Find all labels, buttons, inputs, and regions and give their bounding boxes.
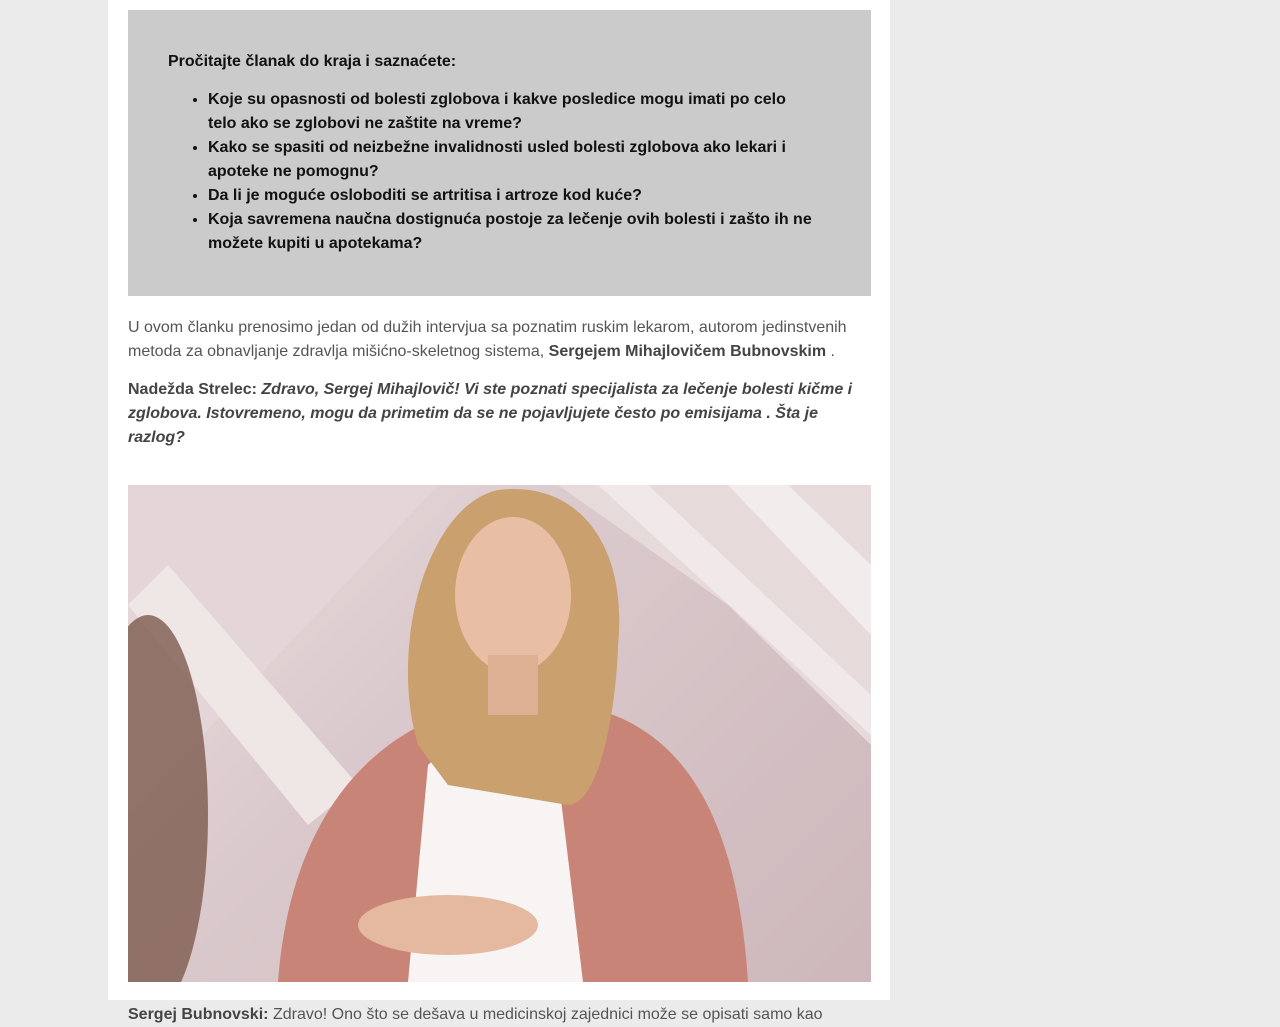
- doctor-answer: [128, 1003, 871, 1027]
- summary-box: [128, 10, 871, 296]
- question-text: Zdravo, Sergej Mihajlovič! Vi ste poznati specijalista za lečenje bolesti kičme i zglobova. Istovremeno, mogu da primetim da se ne pojavljujete često po emisijama . Šta je razlog?: [128, 381, 853, 446]
- intro-end: .: [830, 343, 835, 360]
- article-content: [128, 10, 871, 1027]
- article-page: [108, 0, 890, 1023]
- interview-photo: [128, 485, 871, 982]
- summary-item: • Kako se spasiti od neizbežne invalidnosti usled bolesti zglobova ako lekari i apoteke ne pomognu?: [208, 136, 813, 184]
- interview-photo-illustration: [128, 485, 871, 982]
- interviewer-name: Nadežda Strelec:: [128, 381, 257, 398]
- intro-text: U ovom članku prenosimo jedan od dužih intervjua sa poznatim ruskim lekarom, autorom jedinstvenih metoda za obnavljanje zdravlja mišićno-skeletnog sistema,: [128, 319, 847, 360]
- summary-list: [168, 88, 813, 256]
- summary-item: • Koja savremena naučna dostignuća postoje za lečenje ovih bolesti i zašto ih ne možete kupiti u apotekama?: [208, 208, 813, 256]
- doctor-speaker: Sergej Bubnovski:: [128, 1006, 269, 1023]
- summary-item: • Koje su opasnosti od bolesti zglobova i kakve posledice mogu imati po celo telo ako se zglobovi ne zaštite na vreme?: [208, 88, 813, 136]
- interviewer-question: [128, 378, 871, 450]
- doctor-name: Sergejem Mihajlovičem Bubnovskim: [548, 343, 827, 360]
- summary-title: Pročitajte članak do kraja i saznaćete:: [168, 53, 457, 70]
- answer-text: Zdravo! Ono što se dešava u medicinskoj zajednici može se opisati samo kao: [272, 1006, 823, 1023]
- summary-item: • Da li je moguće osloboditi se artritisa i artroze kod kuće?: [208, 184, 813, 208]
- intro-paragraph: [128, 316, 871, 364]
